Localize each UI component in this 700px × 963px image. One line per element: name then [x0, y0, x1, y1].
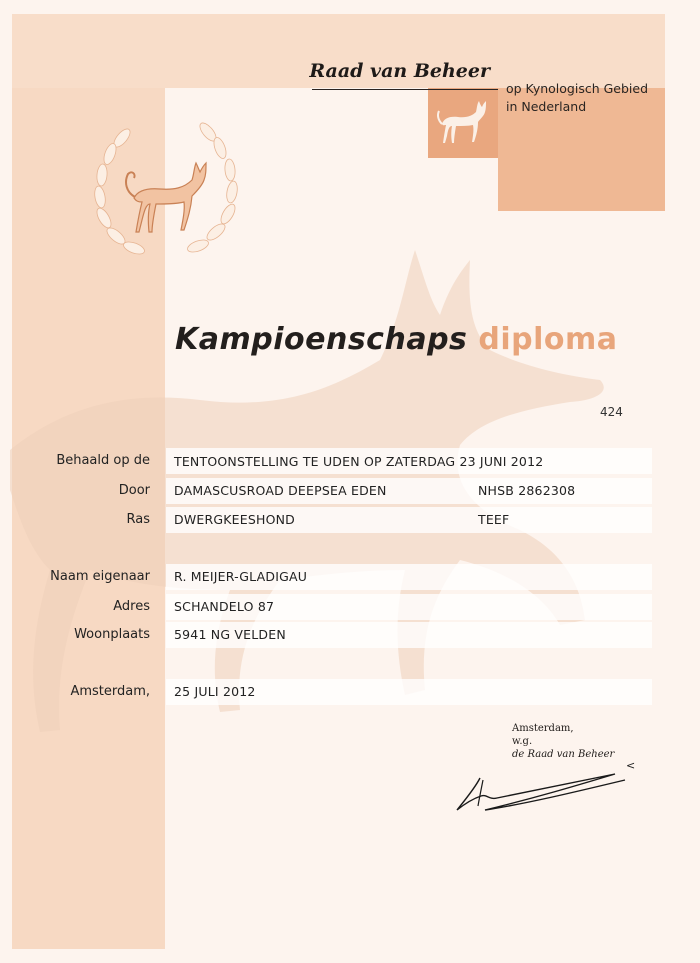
signature-mark: <	[626, 759, 636, 772]
signature-line3: de Raad van Beheer	[512, 749, 615, 760]
organization-subtitle-line2: in Nederland	[506, 99, 587, 114]
diploma-title	[175, 322, 618, 357]
value-woonplaats: 5941 NG VELDEN	[174, 627, 286, 642]
label-woonplaats: Woonplaats	[74, 627, 150, 642]
wreath-dog-icon	[126, 163, 206, 232]
title-main: Kampioenschaps	[175, 322, 468, 357]
signature-line2: w.g.	[512, 736, 533, 747]
label-eigenaar: Naam eigenaar	[50, 569, 150, 584]
signature-line1: Amsterdam,	[512, 723, 574, 734]
value-registration: NHSB 2862308	[478, 483, 576, 498]
value-ras: DWERGKEESHOND	[174, 512, 295, 527]
label-ras: Ras	[126, 512, 150, 527]
label-adres: Adres	[113, 599, 150, 614]
reference-number: 424	[600, 405, 623, 419]
organization-name: Raad van Beheer	[309, 60, 490, 82]
label-place: Amsterdam,	[70, 684, 150, 699]
header-rule	[312, 89, 498, 90]
value-date: 25 JULI 2012	[174, 684, 256, 699]
value-behaald: TENTOONSTELLING TE UDEN OP ZATERDAG 23 JUNI 2012	[174, 454, 544, 469]
value-sex: TEEF	[478, 512, 510, 527]
signature-block	[512, 722, 614, 761]
value-door: DAMASCUSROAD DEEPSEA EDEN	[174, 483, 387, 498]
value-adres: SCHANDELO 87	[174, 599, 275, 614]
organization-subtitle-line1: op Kynologisch Gebied	[506, 81, 649, 96]
value-eigenaar: R. MEIJER-GLADIGAU	[174, 569, 308, 584]
title-accent: diploma	[478, 322, 618, 357]
logo-tile	[428, 88, 498, 158]
label-door: Door	[118, 483, 150, 498]
dog-logo-icon	[428, 88, 498, 158]
label-behaald: Behaald op de	[56, 453, 150, 468]
organization-subtitle	[506, 80, 648, 116]
handwritten-signature	[445, 760, 645, 820]
laurel-wreath-icon	[82, 120, 252, 270]
